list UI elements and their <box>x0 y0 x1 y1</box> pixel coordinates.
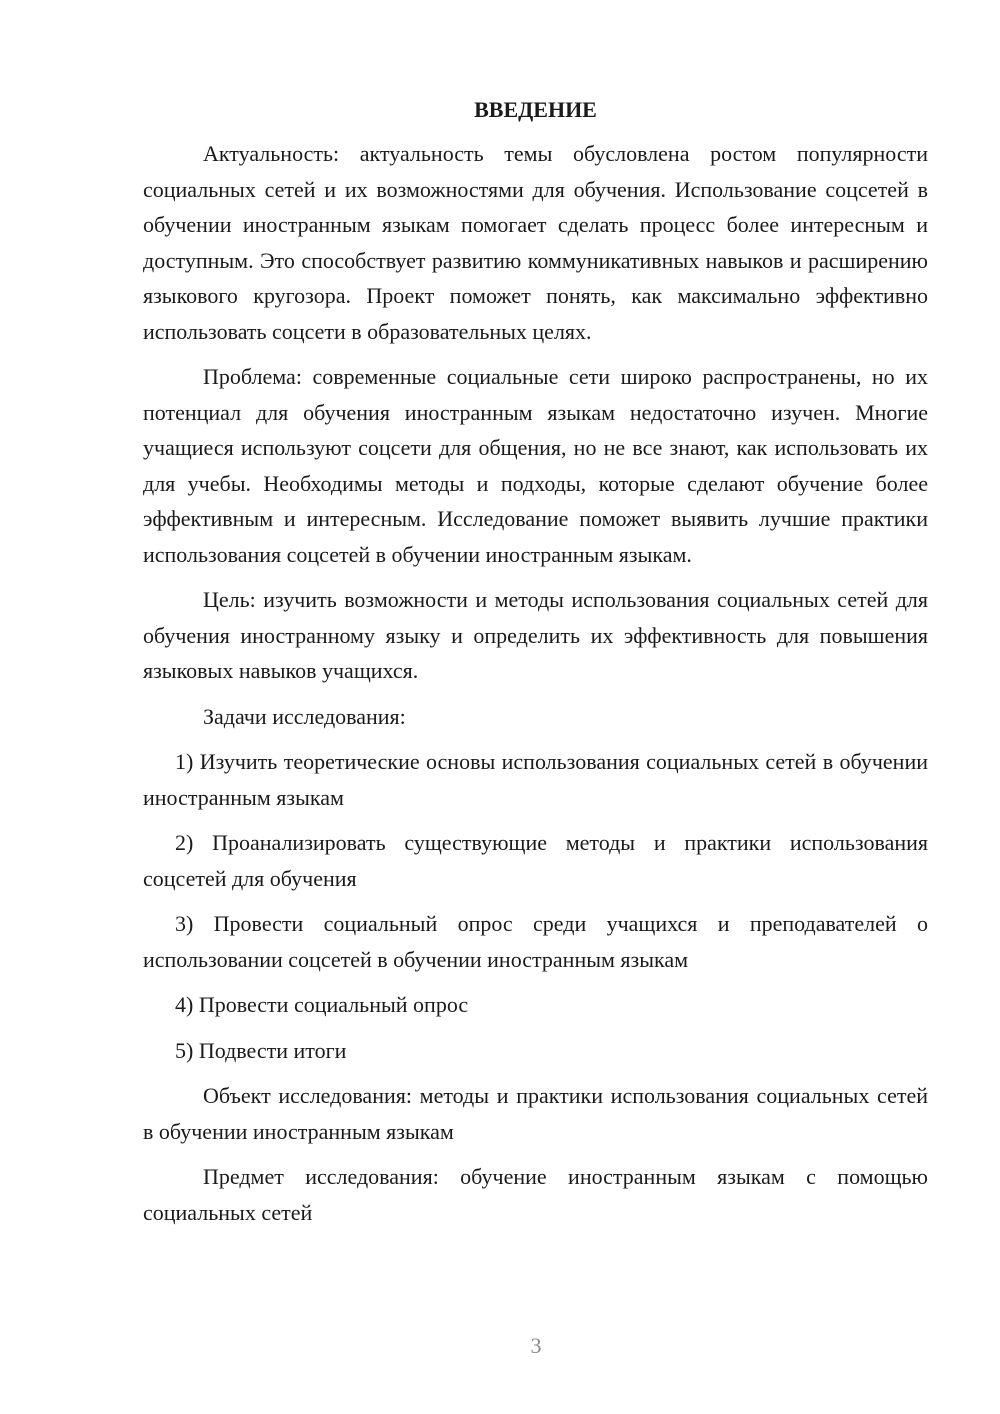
tasks-heading: Задачи исследования: <box>203 703 406 729</box>
subject-paragraph: Предмет исследования: обучение иностранным языкам с помощью социальных сетей <box>143 1164 928 1225</box>
task-item-5: 5) Подвести итоги <box>175 1037 347 1063</box>
relevance-paragraph: Актуальность: актуальность темы обусловлена ростом популярности социальных сетей и их возможностями для обучения. Использование соцсетей в обучении иностранным языкам помогает сделать процесс более интересным и доступным. Это способствует развитию коммуникативных навыков и расширению языкового кругозора. Проект поможет понять, как максимально эффективно использовать соцсети в образовательных целях. <box>143 141 928 344</box>
goal-paragraph: Цель: изучить возможности и методы использования социальных сетей для обучения иностранному языку и определить их эффективность для повышения языковых навыков учащихся. <box>143 587 928 683</box>
task-item-4: 4) Провести социальный опрос <box>175 992 469 1017</box>
task-item-3: 3) Провести социальный опрос среди учащихся и преподавателей о использовании соцсетей в обучении иностранным языкам <box>143 911 928 972</box>
problem-paragraph: Проблема: современные социальные сети широко распространены, но их потенциал для обучения иностранным языкам недостаточно изучен. Многие учащиеся используют соцсети для общения, но не все знают, как использовать их для учебы. Необходимы методы и подходы, которые сделают обучение более эффективным и интересным. Исследование поможет выявить лучшие практики использования соцсетей в обучении иностранным языкам. <box>143 364 928 567</box>
task-item-2: 2) Проанализировать существующие методы и практики использования соцсетей для обучения <box>143 830 928 891</box>
document-page <box>143 92 928 1240</box>
task-item-1: 1) Изучить теоретические основы использования социальных сетей в обучении иностранным языкам <box>143 749 928 810</box>
document-title: ВВЕДЕНИЕ <box>474 97 597 122</box>
object-paragraph: Объект исследования: методы и практики использования социальных сетей в обучении иностранным языкам <box>143 1083 928 1144</box>
page-number: 3 <box>530 1333 542 1358</box>
